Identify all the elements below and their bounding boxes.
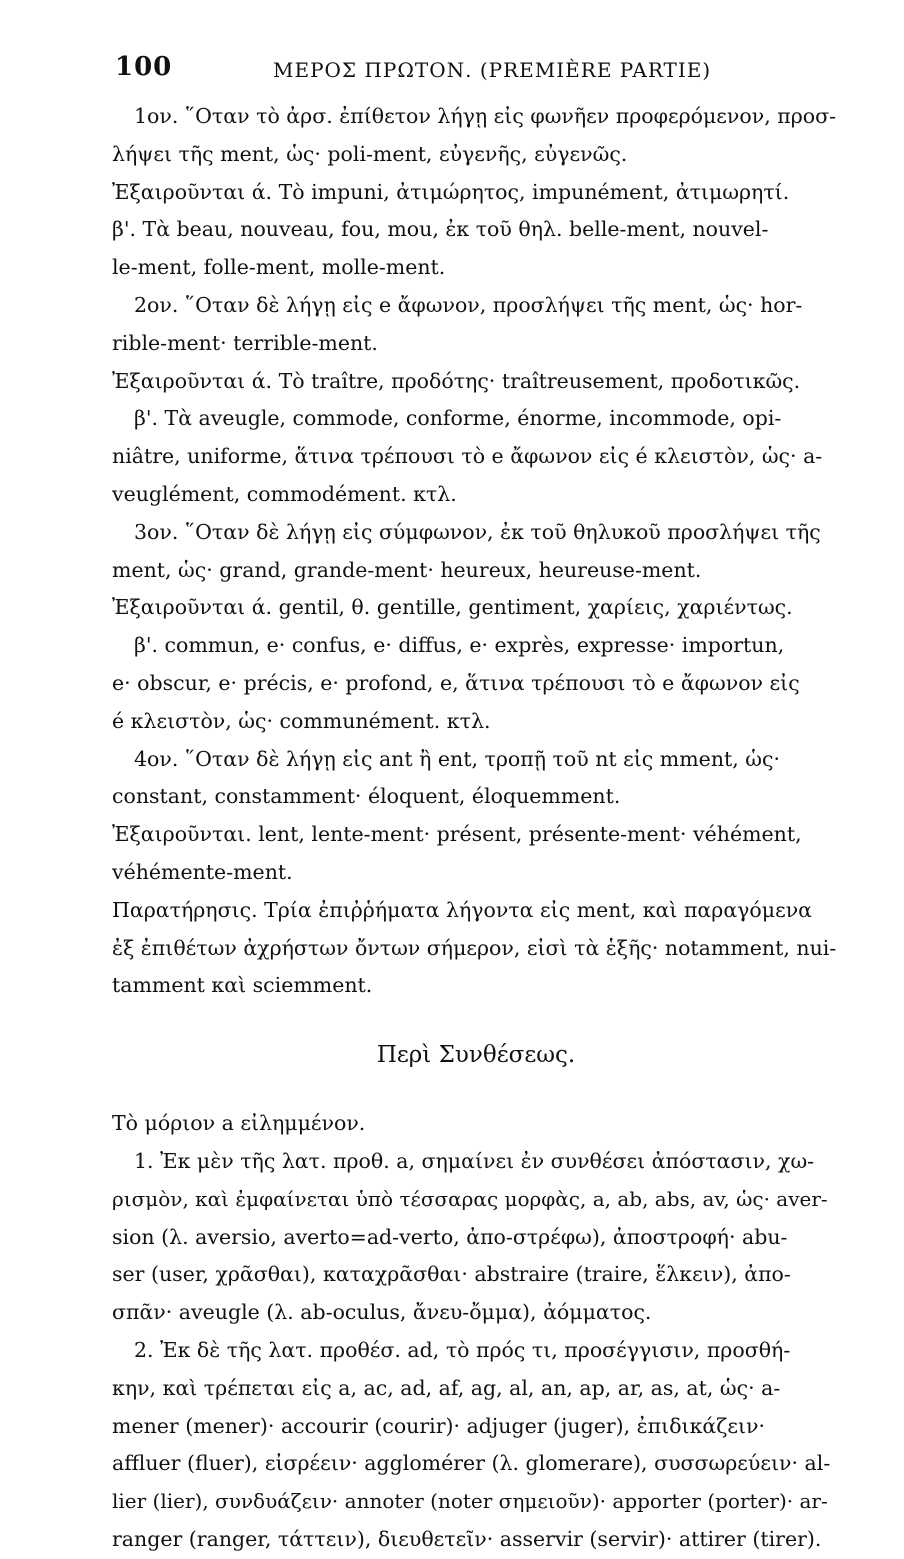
text-line: constant, constamment· éloquent, éloquemment. bbox=[112, 784, 621, 809]
text-line: ment, ὡς· grand, grande-ment· heureux, heureuse-ment. bbox=[112, 557, 702, 582]
text-line: Ἐξαιροῦνται ά. Τὸ impuni, ἀτιμώρητος, impunément, ἀτιμωρητί. bbox=[112, 179, 790, 204]
section-gap bbox=[112, 1079, 840, 1105]
text-line: 1ον. ῞Οταν τὸ ἀρσ. ἐπίθετον λήγῃ εἰς φωνῆεν προφερόμενον, προσ- bbox=[134, 104, 837, 128]
text-line: 3ον. ῞Οταν δὲ λήγῃ εἰς σύμφωνον, ἐκ τοῦ θηλυκοῦ προσλήψει τῆς bbox=[134, 519, 821, 544]
text-line: le-ment, folle-ment, molle-ment. bbox=[112, 255, 446, 280]
text-line: é κλειστὸν, ὡς· communément. κτλ. bbox=[112, 708, 491, 733]
text-line: e· obscur, e· précis, e· profond, e, ἅτινα τρέπουσι τὸ e ἄφωνον εἰς bbox=[112, 670, 800, 695]
text-line: sion (λ. aversio, averto=ad-verto, ἀπο-στρέφω), ἀποστροφή· abu- bbox=[112, 1224, 788, 1249]
page-header bbox=[115, 52, 835, 88]
running-title: ΜΕΡΟΣ ΠΡΩΤΟΝ. (PREMIÈRE PARTIE) bbox=[273, 58, 712, 82]
text-line: 4ον. ῞Οταν δὲ λήγῃ εἰς ant ἢ ent, τροπῇ τοῦ nt εἰς mment, ὡς· bbox=[134, 746, 781, 771]
text-line: σπᾶν· aveugle (λ. ab-oculus, ἄνευ-ὄμμα), ἀόμματος. bbox=[112, 1300, 652, 1325]
text-line: β'. commun, e· confus, e· diffus, e· exprès, expresse· importun, bbox=[134, 633, 785, 658]
section-gap bbox=[112, 1005, 840, 1031]
text-line: mener (mener)· accourir (courir)· adjuger (juger), ἐπιδικάζειν· bbox=[112, 1413, 765, 1438]
text-line: ranger (ranger, τάττειν), διευθετεῖν· asservir (servir)· attirer (tirer). bbox=[112, 1526, 822, 1551]
text-line: rible-ment· terrible-ment. bbox=[112, 330, 378, 355]
text-line: 2ον. ῞Οταν δὲ λήγῃ εἰς e ἄφωνον, προσλήψει τῆς ment, ὡς· hor- bbox=[134, 292, 803, 317]
text-line: 1. Ἐκ μὲν τῆς λατ. προθ. a, σημαίνει ἐν συνθέσει ἀπόστασιν, χω- bbox=[134, 1148, 815, 1173]
text-line: tamment καὶ sciemment. bbox=[112, 973, 373, 998]
text-line: affluer (fluer), εἰσρέειν· agglomérer (λ. glomerare), συσσωρεύειν· al- bbox=[112, 1451, 831, 1476]
text-line: veuglément, commodément. κτλ. bbox=[112, 481, 457, 506]
text-line: Ἐξαιροῦνται ά. gentil, θ. gentille, gentiment, χαρίεις, χαριέντως. bbox=[112, 595, 793, 620]
text-line: Ἐξαιροῦνται. lent, lente-ment· présent, présente-ment· véhément, bbox=[112, 822, 802, 847]
text-line: Ἐξαιροῦνται ά. Τὸ traître, προδότης· traîtreusement, προδοτικῶς. bbox=[112, 368, 801, 393]
text-line: niâtre, uniforme, ἅτινα τρέπουσι τὸ e ἄφωνον εἰς é κλειστὸν, ὡς· a- bbox=[112, 444, 823, 469]
text-line: Παρατήρησις. Τρία ἐπιῤῥήματα λήγοντα εἰς ment, καὶ παραγόμενα bbox=[112, 897, 813, 922]
text-line: 2. Ἐκ δὲ τῆς λατ. προθέσ. ad, τὸ πρός τι, προσέγγισιν, προσθή- bbox=[134, 1337, 791, 1362]
text-line: ρισμὸν, καὶ ἐμφαίνεται ὑπὸ τέσσαρας μορφὰς, a, ab, abs, av, ὡς· aver- bbox=[112, 1186, 828, 1211]
text-line: β'. Τὰ beau, nouveau, fou, mou, ἐκ τοῦ θηλ. belle-ment, nouvel- bbox=[112, 217, 769, 242]
text-line: ser (user, χρᾶσθαι), καταχρᾶσθαι· abstraire (traire, ἕλκειν), ἀπο- bbox=[112, 1262, 791, 1287]
text-line: Τὸ μόριον a εἰλημμένον. bbox=[112, 1111, 366, 1136]
page-body bbox=[112, 98, 840, 1559]
section-heading: Περὶ Συνθέσεως. bbox=[376, 1042, 576, 1069]
page-number: 100 bbox=[115, 52, 173, 82]
text-line: ἐξ ἐπιθέτων ἀχρήστων ὄντων σήμερον, εἰσὶ τὰ ἑξῆς· notamment, nui- bbox=[112, 935, 837, 960]
text-line: véhémente-ment. bbox=[112, 859, 293, 884]
text-line: lier (lier), συνδυάζειν· annoter (noter σημειοῦν)· apporter (porter)· ar- bbox=[112, 1489, 828, 1514]
text-line: κην, καὶ τρέπεται εἰς a, ac, ad, af, ag, al, an, ap, ar, as, at, ὡς· a- bbox=[112, 1375, 781, 1400]
text-line: λήψει τῆς ment, ὡς· poli-ment, εὐγενῆς, εὐγενῶς. bbox=[112, 141, 628, 166]
text-line: β'. Τὰ aveugle, commode, conforme, énorme, incommode, opi- bbox=[134, 406, 782, 431]
